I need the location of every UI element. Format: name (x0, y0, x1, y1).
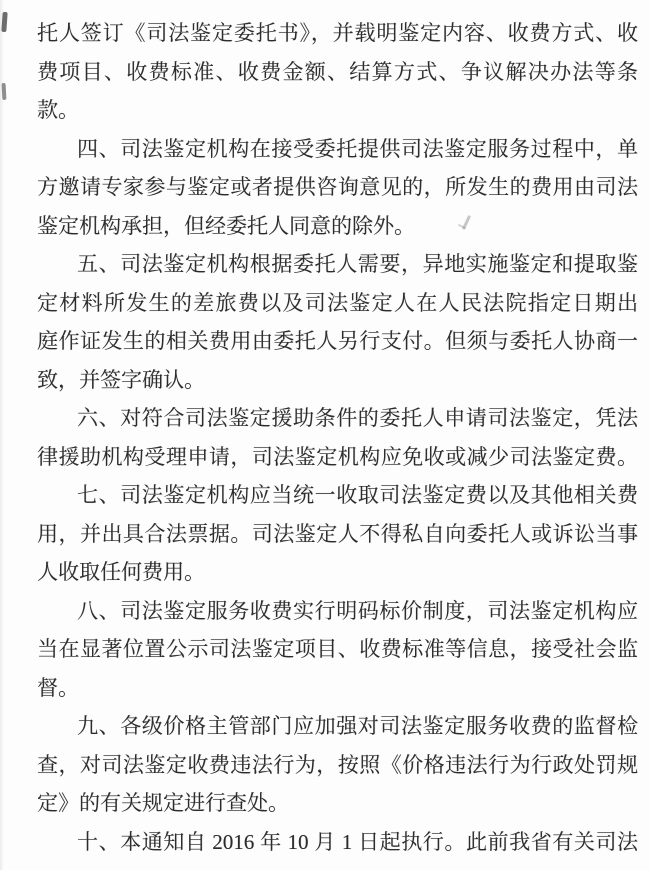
scan-artifact-edge-mark (2, 83, 7, 100)
text-line: 六、对符合司法鉴定援助条件的委托人申请司法鉴定，凭法 (77, 406, 638, 430)
document-text (37, 14, 638, 861)
text-line: 八、司法鉴定服务收费实行明码标价制度，司法鉴定机构应 (77, 598, 638, 623)
text-line: 五、司法鉴定机构根据委托人需要，异地实施鉴定和提取鉴 (77, 252, 638, 276)
text-line: 托人签订《司法鉴定委托书》，并载明鉴定内容、收费方式、收 (37, 21, 638, 45)
text-line: 人收取任何费用。 (37, 560, 205, 584)
text-line: 费项目、收费标准、收费金额、结算方式、争议解决办法等条 (37, 59, 638, 84)
scan-artifact-edge-mark (1, 12, 7, 32)
text-line: 定材料所发生的差旅费以及司法鉴定人在人民法院指定日期出 (37, 290, 638, 315)
text-line: 款。 (37, 98, 79, 122)
text-line: 查，对司法鉴定收费违法行为，按照《价格违法行为行政处罚规 (37, 752, 638, 777)
text-line: 鉴定机构承担，但经委托人同意的除外。 (37, 213, 415, 238)
text-line: 致，并签字确认。 (37, 367, 205, 392)
text-line: 用，并出具合法票据。司法鉴定人不得私自向委托人或诉讼当事 (37, 521, 638, 546)
text-line: 方邀请专家参与鉴定或者提供咨询意见的，所发生的费用由司法 (37, 175, 638, 199)
text-line: 督。 (37, 675, 79, 700)
text-line: 律援助机构受理申请，司法鉴定机构应免收或减少司法鉴定费。 (37, 444, 638, 469)
text-line: 七、司法鉴定机构应当统一收取司法鉴定费以及其他相关费 (77, 483, 638, 507)
text-line: 庭作证发生的相关费用由委托人另行支付。但须与委托人协商一 (37, 329, 638, 353)
text-line: 十、本通知自 2016 年 10 月 1 日起执行。此前我省有关司法 (77, 829, 638, 854)
text-line: 四、司法鉴定机构在接受委托提供司法鉴定服务过程中，单 (77, 136, 638, 161)
text-line: 当在显著位置公示司法鉴定项目、收费标准等信息，接受社会监 (37, 637, 638, 661)
text-line: 九、各级价格主管部门应加强对司法鉴定服务收费的监督检 (77, 714, 638, 738)
text-line: 定》的有关规定进行查处。 (37, 791, 289, 815)
